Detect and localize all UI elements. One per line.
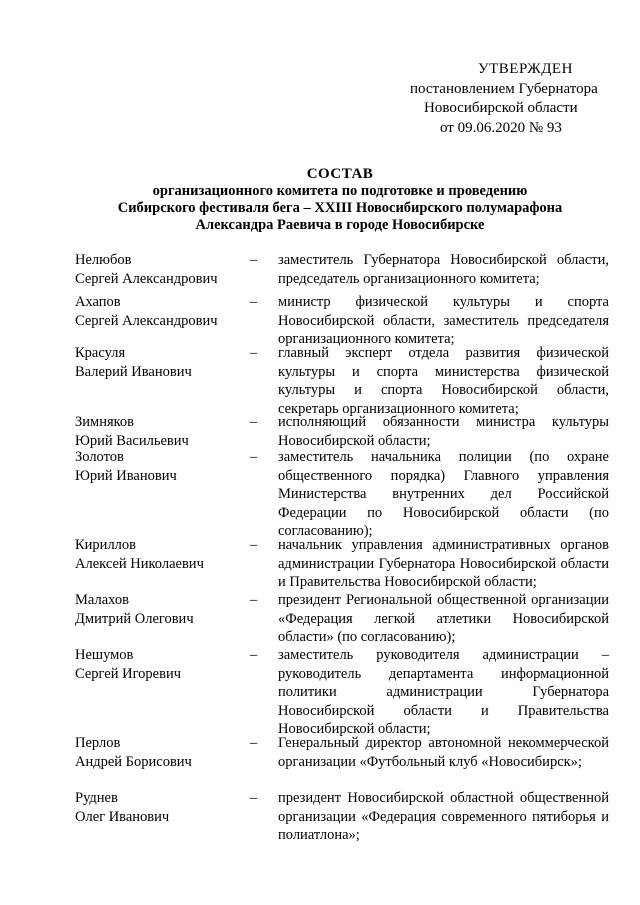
member-role: Генеральный директор автономной некоммерческой организации «Футбольный клуб «Новосибирск»; [278, 735, 609, 770]
member-role: начальник управления административных органов администрации Губернатора Новосибирской области и Правительства Новосибирской области; [278, 537, 609, 590]
member-name [75, 344, 245, 381]
member-surname: Зимняков [75, 414, 135, 430]
member-name [75, 293, 245, 330]
title-main: СОСТАВ [306, 166, 374, 182]
member-row [0, 448, 640, 539]
member-role: президент Региональной общественной организации «Федерация легкой атлетики Новосибирской области» (по согласованию); [278, 592, 609, 645]
member-row [0, 734, 640, 789]
member-given-name: Сергей Игоревич [75, 665, 182, 682]
member-dash: – [250, 592, 258, 608]
member-role: заместитель Губернатора Новосибирской области, председатель организационного комитета; [278, 252, 609, 287]
member-role: президент Новосибирской областной общественной организации «Федерация современного пятиборья и полиатлона»; [278, 790, 609, 843]
member-surname: Перлов [75, 735, 121, 751]
document-title [70, 166, 610, 234]
member-given-name: Юрий Иванович [75, 467, 177, 484]
member-dash: – [250, 414, 258, 430]
member-surname: Кириллов [75, 537, 137, 553]
member-given-name: Андрей Борисович [75, 753, 192, 770]
member-given-name: Сергей Александрович [75, 270, 218, 287]
member-given-name: Валерий Иванович [75, 363, 192, 380]
member-row [0, 646, 640, 737]
member-name [75, 448, 245, 485]
member-row [0, 251, 640, 293]
member-dash: – [250, 790, 258, 806]
member-surname: Золотов [75, 449, 124, 465]
member-name [75, 789, 245, 826]
approval-line-3: от 09.06.2020 № 93 [440, 119, 562, 136]
approval-line-2: Новосибирской области [424, 100, 578, 116]
member-surname: Нелюбов [75, 252, 132, 268]
title-line-3: Александра Раевича в городе Новосибирске [195, 217, 485, 233]
member-given-name: Олег Иванович [75, 808, 170, 825]
title-line-2: Сибирского фестиваля бега – XXIII Новосибирского полумарафона [117, 200, 563, 216]
member-role: исполняющий обязанности министра культуры Новосибирской области; [278, 414, 609, 449]
approval-label: УТВЕРЖДЕН [478, 61, 573, 77]
member-surname: Малахов [75, 592, 129, 608]
member-row [0, 789, 640, 845]
member-surname: Ахапов [75, 294, 121, 310]
approval-block [400, 60, 620, 138]
member-given-name: Дмитрий Олегович [75, 610, 194, 627]
member-role: заместитель руководителя администрации – руководитель департамента информационной политики администрации Губернатора Новосибирской области и Правительства Новосибирской области; [278, 647, 609, 737]
title-line-1: организационного комитета по подготовке и проведению [152, 183, 528, 199]
member-surname: Нешумов [75, 647, 134, 663]
member-row [0, 591, 640, 646]
member-name [75, 591, 245, 628]
member-role: главный эксперт отдела развития физической культуры и спорта министерства физической культуры и спорта Новосибирской области, секретарь организационного комитета; [278, 345, 609, 417]
member-row [0, 293, 640, 347]
member-given-name: Алексей Николаевич [75, 555, 204, 572]
member-row [0, 413, 640, 448]
member-name [75, 536, 245, 573]
member-row [0, 536, 640, 591]
member-name [75, 251, 245, 288]
member-name [75, 646, 245, 683]
member-name [75, 734, 245, 771]
member-role: заместитель начальника полиции (по охране общественного порядка) Главного управления Министерства внутренних дел Российской Федерации по Новосибирской области (по согласованию); [278, 449, 609, 539]
approval-line-1: постановлением Губернатора [410, 80, 598, 97]
member-dash: – [250, 647, 258, 663]
member-name [75, 413, 245, 450]
members-list [0, 251, 640, 845]
member-dash: – [250, 449, 258, 465]
member-role: министр физической культуры и спорта Новосибирской области, заместитель председателя организационного комитета; [278, 294, 609, 347]
member-dash: – [250, 537, 258, 553]
member-row [0, 344, 640, 417]
member-dash: – [250, 252, 258, 268]
member-surname: Руднев [75, 790, 118, 806]
member-dash: – [250, 735, 258, 751]
member-dash: – [250, 294, 258, 310]
member-dash: – [250, 345, 258, 361]
member-surname: Красуля [75, 345, 126, 361]
member-given-name: Юрий Васильевич [75, 432, 189, 449]
member-given-name: Сергей Александрович [75, 312, 218, 329]
